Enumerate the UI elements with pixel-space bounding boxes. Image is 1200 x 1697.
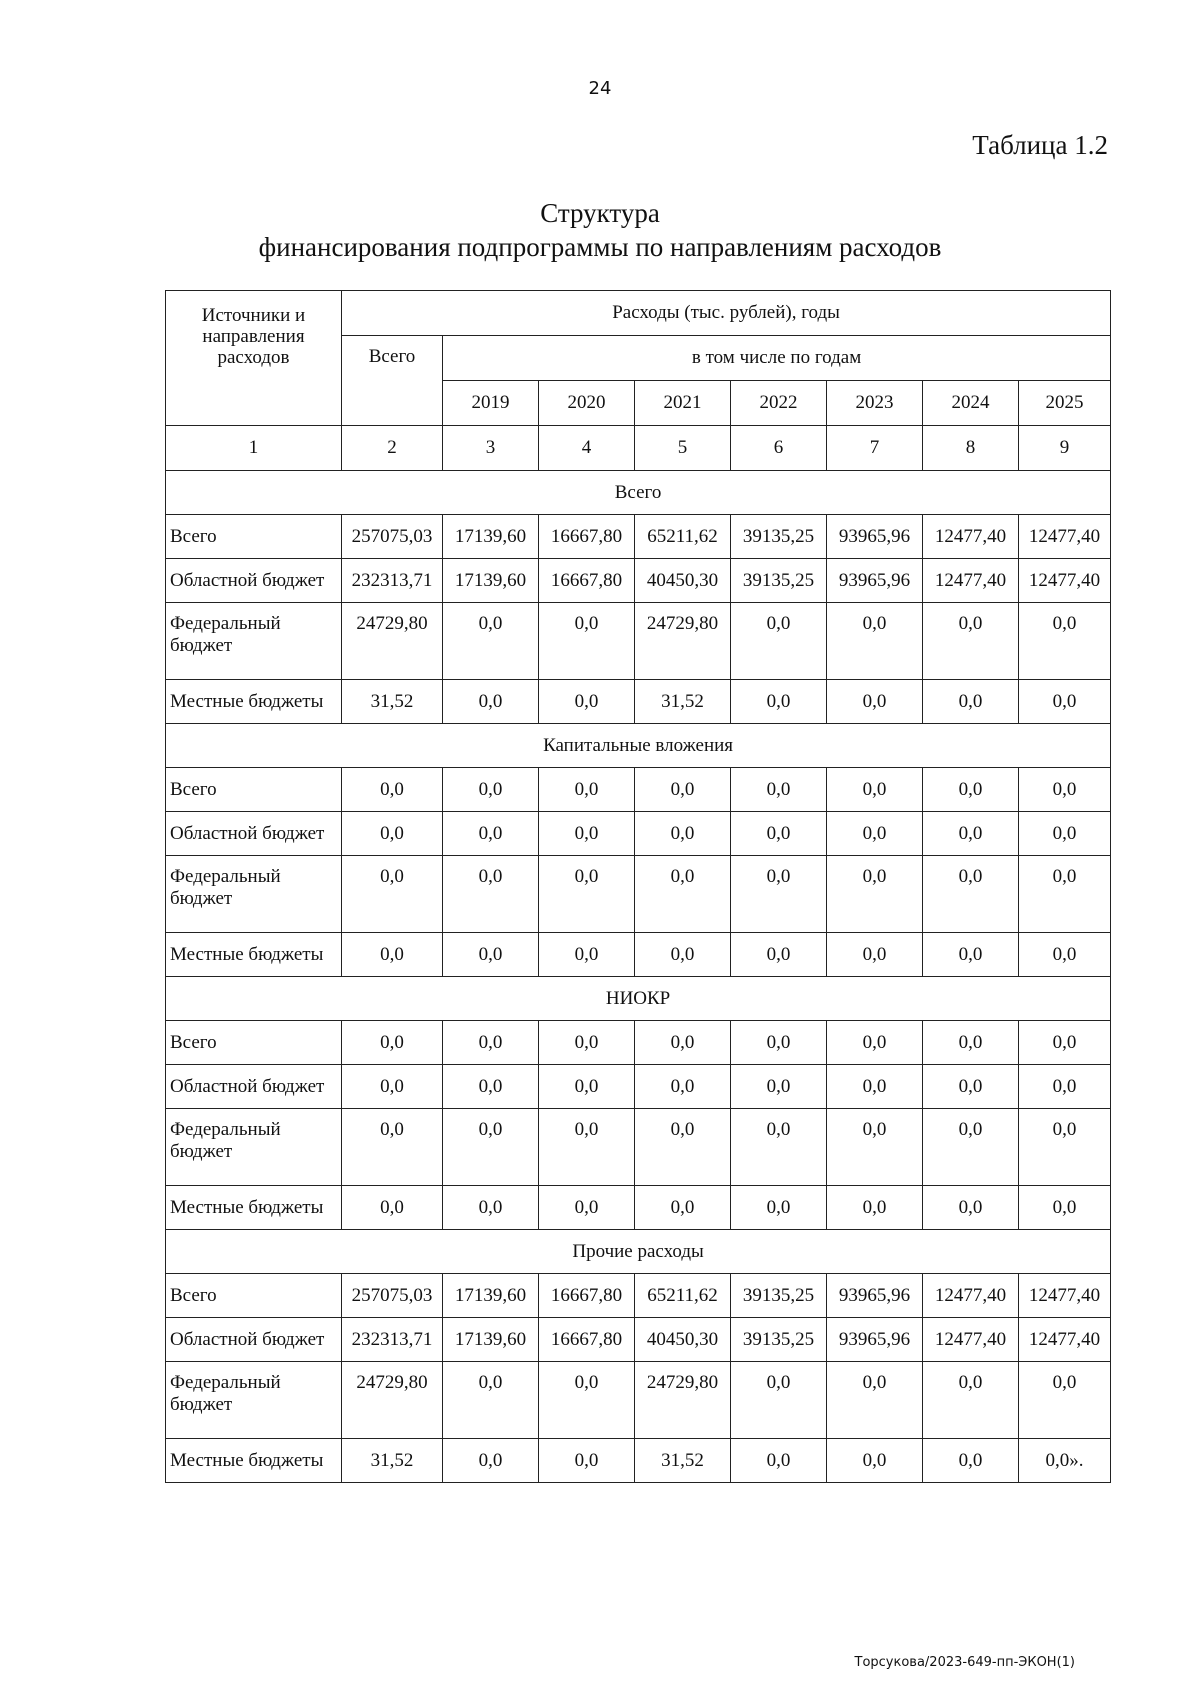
table-row: [166, 1362, 1111, 1439]
table-row: [166, 768, 1111, 812]
table-cell: 17139,60: [443, 559, 539, 603]
row-label: Федеральный бюджет: [166, 603, 342, 680]
table-cell: 0,0: [635, 1186, 731, 1230]
table-cell: 0,0: [539, 856, 635, 933]
table-cell: 12477,40: [923, 1318, 1019, 1362]
table-cell: 0,0: [827, 768, 923, 812]
section-title: Капитальные вложения: [166, 724, 1111, 768]
table-cell: 0,0: [923, 1186, 1019, 1230]
row-label: Всего: [166, 515, 342, 559]
table-row: [166, 812, 1111, 856]
table-cell: 12477,40: [1019, 515, 1111, 559]
table-cell: 0,0: [539, 1021, 635, 1065]
column-number: 4: [539, 426, 635, 471]
column-number: 3: [443, 426, 539, 471]
table-cell: 0,0: [827, 1362, 923, 1439]
header-total: Всего: [342, 336, 443, 426]
table-cell: 24729,80: [342, 603, 443, 680]
table-cell: 0,0: [923, 1021, 1019, 1065]
table-cell: 40450,30: [635, 1318, 731, 1362]
table-cell: 12477,40: [1019, 559, 1111, 603]
table-cell: 16667,80: [539, 1274, 635, 1318]
table-cell: 12477,40: [923, 1274, 1019, 1318]
table-cell: 12477,40: [1019, 1318, 1111, 1362]
table-cell: 0,0: [731, 812, 827, 856]
table-cell: 0,0: [1019, 856, 1111, 933]
header-expenses: Расходы (тыс. рублей), годы: [342, 291, 1111, 336]
table-cell: 0,0: [342, 1065, 443, 1109]
table-cell: 0,0: [635, 768, 731, 812]
table-cell: 0,0: [635, 1065, 731, 1109]
row-label: Федеральный бюджет: [166, 856, 342, 933]
row-label: Областной бюджет: [166, 559, 342, 603]
table-cell: 12477,40: [923, 515, 1019, 559]
table-cell: 31,52: [342, 1439, 443, 1483]
table-cell: 24729,80: [635, 603, 731, 680]
footer-doc-id: Торсукова/2023-649-пп-ЭКОН(1): [854, 1655, 1075, 1670]
table-cell: 0,0: [443, 1186, 539, 1230]
table-cell: 65211,62: [635, 1274, 731, 1318]
table-row: [166, 1109, 1111, 1186]
column-number: 9: [1019, 426, 1111, 471]
table-cell: 0,0: [635, 812, 731, 856]
table-cell: 93965,96: [827, 515, 923, 559]
header-year: 2019: [443, 381, 539, 426]
table-cell: 31,52: [635, 680, 731, 724]
table-cell: 0,0: [731, 1109, 827, 1186]
table-cell: 0,0: [635, 933, 731, 977]
table-row: [166, 1065, 1111, 1109]
table-row: [166, 933, 1111, 977]
table-cell: 0,0: [827, 1439, 923, 1483]
table-cell: 0,0: [731, 768, 827, 812]
table-cell: 0,0: [827, 680, 923, 724]
table-cell: 0,0: [539, 768, 635, 812]
header-year: 2021: [635, 381, 731, 426]
header-by-years: в том числе по годам: [443, 336, 1111, 381]
table-cell: 0,0: [539, 933, 635, 977]
table-cell: 0,0: [731, 1065, 827, 1109]
header-year: 2022: [731, 381, 827, 426]
table-cell: 257075,03: [342, 515, 443, 559]
table-cell: 0,0: [635, 856, 731, 933]
table-cell: 16667,80: [539, 515, 635, 559]
table-row: [166, 1318, 1111, 1362]
table-cell: 0,0: [923, 1439, 1019, 1483]
table-cell: 0,0: [443, 680, 539, 724]
table-cell: 0,0: [827, 1109, 923, 1186]
table-cell: 0,0: [731, 1186, 827, 1230]
table-cell: 0,0: [342, 933, 443, 977]
table-cell: 0,0: [731, 856, 827, 933]
table-cell: 0,0: [539, 680, 635, 724]
table-cell: 17139,60: [443, 515, 539, 559]
table-cell: 0,0: [443, 1439, 539, 1483]
row-label: Местные бюджеты: [166, 933, 342, 977]
table-cell: 257075,03: [342, 1274, 443, 1318]
table-cell: 0,0: [1019, 603, 1111, 680]
table-cell: 0,0: [923, 933, 1019, 977]
table-cell: 0,0: [443, 1109, 539, 1186]
table-cell: 0,0: [443, 1021, 539, 1065]
table-cell: 12477,40: [1019, 1274, 1111, 1318]
table-cell: 0,0: [443, 603, 539, 680]
table-cell: 0,0: [731, 603, 827, 680]
table-cell: 24729,80: [342, 1362, 443, 1439]
table-cell: 31,52: [635, 1439, 731, 1483]
table-cell: 0,0: [827, 856, 923, 933]
row-label: Областной бюджет: [166, 812, 342, 856]
table-cell: 0,0: [342, 1186, 443, 1230]
table-cell: 0,0: [923, 1065, 1019, 1109]
table-cell: 0,0: [539, 1065, 635, 1109]
table-cell: 40450,30: [635, 559, 731, 603]
table-cell: 0,0: [342, 1021, 443, 1065]
table-cell: 0,0: [1019, 768, 1111, 812]
column-number: 7: [827, 426, 923, 471]
table-cell: 0,0: [923, 856, 1019, 933]
table-cell: 0,0: [1019, 1362, 1111, 1439]
table-cell: 0,0: [539, 1109, 635, 1186]
table-label: Таблица 1.2: [972, 130, 1108, 160]
table-cell: 0,0: [827, 1186, 923, 1230]
table-cell: 0,0: [1019, 933, 1111, 977]
table-row: [166, 603, 1111, 680]
table-cell: 93965,96: [827, 559, 923, 603]
table-cell: 0,0: [443, 1065, 539, 1109]
table-row: [166, 856, 1111, 933]
table-cell: 0,0: [1019, 1109, 1111, 1186]
row-label: Федеральный бюджет: [166, 1109, 342, 1186]
row-label: Областной бюджет: [166, 1318, 342, 1362]
table-cell: 0,0: [923, 1362, 1019, 1439]
table-cell: 0,0: [342, 768, 443, 812]
table-row: [166, 1439, 1111, 1483]
table-cell: 65211,62: [635, 515, 731, 559]
table-cell: 0,0: [443, 812, 539, 856]
table-cell: 0,0: [635, 1109, 731, 1186]
table-cell: 17139,60: [443, 1274, 539, 1318]
table-row: [166, 680, 1111, 724]
header-year: 2025: [1019, 381, 1111, 426]
table-cell: 232313,71: [342, 559, 443, 603]
section-header-row: [166, 1230, 1111, 1274]
table-cell: 0,0: [731, 1439, 827, 1483]
table-cell: 0,0: [923, 603, 1019, 680]
row-label: Областной бюджет: [166, 1065, 342, 1109]
table-cell: 0,0: [731, 933, 827, 977]
document-title: [0, 196, 1200, 264]
table-cell: 39135,25: [731, 515, 827, 559]
table-cell: 0,0: [342, 812, 443, 856]
table-cell: 0,0: [827, 933, 923, 977]
table-cell: 0,0: [443, 856, 539, 933]
table-row: [166, 1021, 1111, 1065]
row-label: Всего: [166, 768, 342, 812]
column-number: 5: [635, 426, 731, 471]
table-cell: 0,0: [731, 1021, 827, 1065]
table-cell: 0,0: [827, 812, 923, 856]
header-year: 2023: [827, 381, 923, 426]
table-cell: 0,0: [1019, 812, 1111, 856]
row-label: Федеральный бюджет: [166, 1362, 342, 1439]
table-cell: 0,0: [539, 812, 635, 856]
header-year: 2020: [539, 381, 635, 426]
table-row: [166, 559, 1111, 603]
table-cell: 39135,25: [731, 559, 827, 603]
financing-table: [165, 290, 1111, 1483]
table-row: [166, 1186, 1111, 1230]
table-cell: 0,0: [923, 1109, 1019, 1186]
row-label: Всего: [166, 1021, 342, 1065]
column-number: 1: [166, 426, 342, 471]
table-cell: 0,0: [923, 812, 1019, 856]
table-cell: 0,0: [731, 680, 827, 724]
column-number: 6: [731, 426, 827, 471]
table-cell: 0,0: [827, 1065, 923, 1109]
table-cell: 17139,60: [443, 1318, 539, 1362]
table-cell: 16667,80: [539, 559, 635, 603]
header-year: 2024: [923, 381, 1019, 426]
table-cell: 24729,80: [635, 1362, 731, 1439]
table-cell: 0,0: [342, 856, 443, 933]
table-cell: 0,0».: [1019, 1439, 1111, 1483]
table-cell: 0,0: [731, 1362, 827, 1439]
section-title: Прочие расходы: [166, 1230, 1111, 1274]
table-cell: 0,0: [1019, 1186, 1111, 1230]
table-cell: 0,0: [827, 1021, 923, 1065]
table-cell: 0,0: [923, 680, 1019, 724]
row-label: Всего: [166, 1274, 342, 1318]
column-number: 8: [923, 426, 1019, 471]
table-cell: 0,0: [539, 1362, 635, 1439]
row-label: Местные бюджеты: [166, 1439, 342, 1483]
table-cell: 0,0: [1019, 1065, 1111, 1109]
table-cell: 39135,25: [731, 1318, 827, 1362]
table-cell: 0,0: [443, 1362, 539, 1439]
title-line-1: Структура: [540, 198, 660, 228]
table-cell: 12477,40: [923, 559, 1019, 603]
section-header-row: [166, 724, 1111, 768]
row-label: Местные бюджеты: [166, 680, 342, 724]
table-cell: 0,0: [635, 1021, 731, 1065]
table-cell: 0,0: [539, 1186, 635, 1230]
table-cell: 39135,25: [731, 1274, 827, 1318]
table-cell: 0,0: [539, 603, 635, 680]
table-cell: 0,0: [539, 1439, 635, 1483]
section-header-row: [166, 471, 1111, 515]
section-title: НИОКР: [166, 977, 1111, 1021]
table-cell: 232313,71: [342, 1318, 443, 1362]
column-number: 2: [342, 426, 443, 471]
section-title: Всего: [166, 471, 1111, 515]
table-cell: 93965,96: [827, 1274, 923, 1318]
table-cell: 0,0: [443, 933, 539, 977]
table-cell: 16667,80: [539, 1318, 635, 1362]
table-cell: 0,0: [1019, 680, 1111, 724]
table-row: [166, 515, 1111, 559]
table-row: [166, 1274, 1111, 1318]
table-cell: 0,0: [342, 1109, 443, 1186]
header-sources: Источники и направления расходов: [166, 291, 342, 426]
table-cell: 0,0: [1019, 1021, 1111, 1065]
row-label: Местные бюджеты: [166, 1186, 342, 1230]
table-cell: 0,0: [443, 768, 539, 812]
section-header-row: [166, 977, 1111, 1021]
table-cell: 31,52: [342, 680, 443, 724]
table-cell: 0,0: [827, 603, 923, 680]
table-cell: 93965,96: [827, 1318, 923, 1362]
table-cell: 0,0: [923, 768, 1019, 812]
title-line-2: финансирования подпрограммы по направлениям расходов: [258, 232, 942, 262]
page-number: 24: [588, 78, 612, 99]
